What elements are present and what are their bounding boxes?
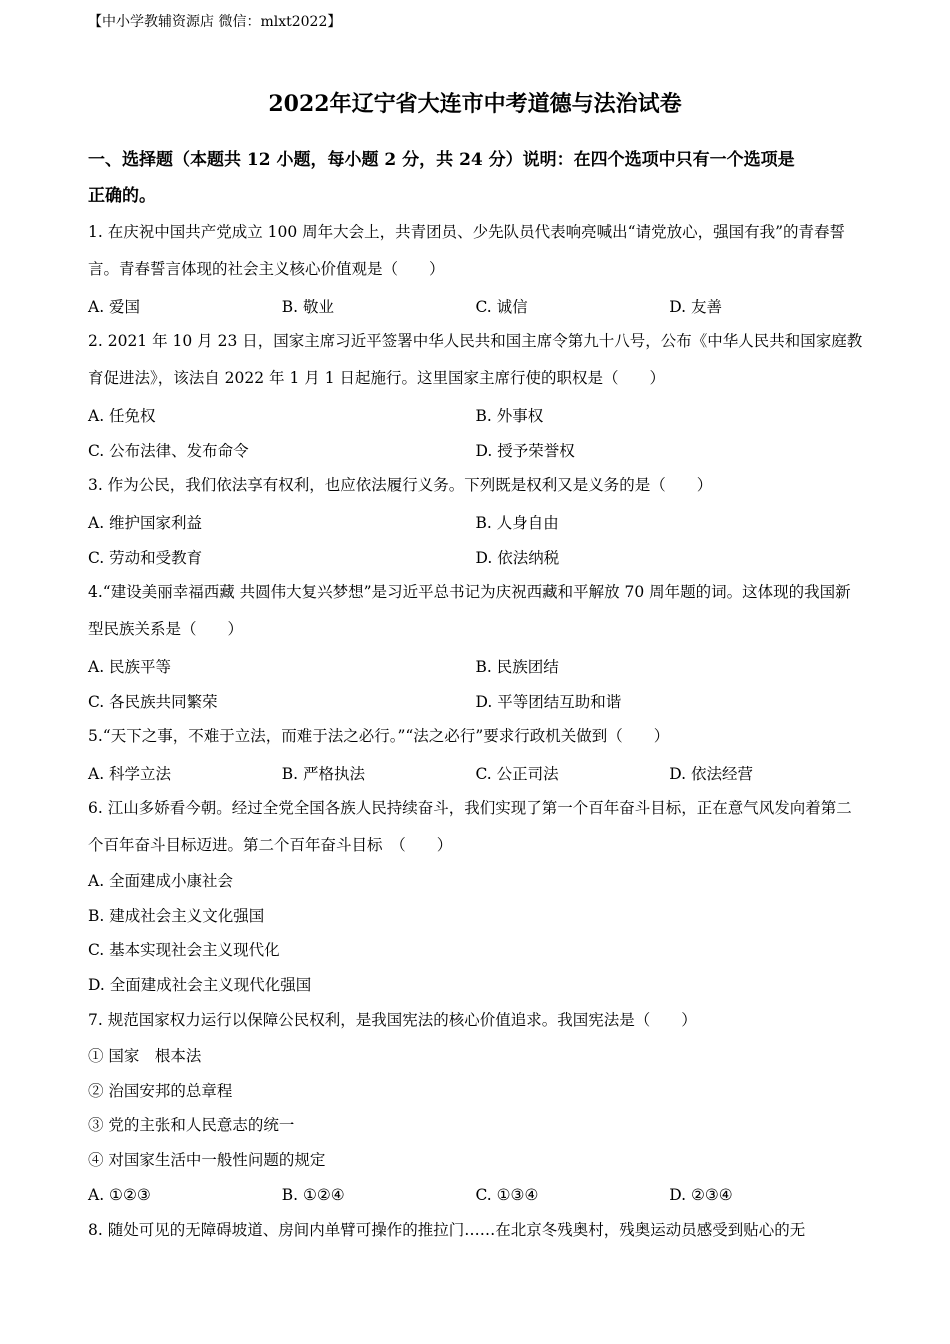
options-row <box>88 539 863 574</box>
option-c[interactable]: C. 诚信 <box>475 297 528 316</box>
question-4 <box>88 574 863 718</box>
options-row <box>88 648 863 683</box>
option-b[interactable]: B. 人身自由 <box>475 513 559 532</box>
question-2 <box>88 323 863 467</box>
question-6 <box>88 790 863 1002</box>
option-a[interactable]: A. 科学立法 <box>88 764 172 783</box>
option-a[interactable]: A. 爱国 <box>88 297 141 316</box>
question-stem: 1. 在庆祝中国共产党成立 100 周年大会上，共青团员、少先队员代表响亮喊出“请党放心，强国有我”的青春誓言。青春誓言体现的社会主义核心价值观是（ ） <box>88 223 846 278</box>
statement-item-2: ② 治国安邦的总章程 <box>88 1081 233 1100</box>
section-heading-line-2: 正确的。 <box>88 186 156 206</box>
statement-item-4: ④ 对国家生活中一般性问题的规定 <box>88 1150 326 1169</box>
option-b[interactable]: B. 外事权 <box>475 406 544 425</box>
option-d[interactable]: D. 授予荣誉权 <box>475 441 575 460</box>
question-3 <box>88 467 863 574</box>
question-stem: 4.“建设美丽幸福西藏 共圆伟大复兴梦想”是习近平总书记为庆祝西藏和平解放 70 周年题的词。这体现的我国新型民族关系是（ ） <box>88 583 851 638</box>
option-d[interactable]: D. 全面建成社会主义现代化强国 <box>88 975 312 994</box>
option-c[interactable]: C. 公正司法 <box>475 764 559 783</box>
question-stem: 6. 江山多娇看今朝。经过全党全国各族人民持续奋斗，我们实现了第一个百年奋斗目标，正在意气风发向着第二个百年奋斗目标迈进。第二个百年奋斗目标 （ ） <box>88 799 852 854</box>
question-stem: 7. 规范国家权力运行以保障公民权利，是我国宪法的核心价值追求。我国宪法是（ ） <box>88 1011 697 1029</box>
question-stem: 5.“天下之事，不难于立法，而难于法之必行。”“法之必行”要求行政机关做到（ ） <box>88 727 670 745</box>
header-note: 【中小学教辅资源店 微信：mlxt2022】 <box>88 14 342 30</box>
options-row <box>88 1177 863 1212</box>
options-row <box>88 755 863 790</box>
option-c[interactable]: C. 基本实现社会主义现代化 <box>88 941 280 959</box>
option-a[interactable]: A. 任免权 <box>88 406 156 425</box>
question-stem: 2. 2021 年 10 月 23 日，国家主席习近平签署中华人民共和国主席令第九十八号，公布《中华人民共和国家庭教育促进法》，该法自 2022 年 1 月 1 日起施行。这里国家主席行使的职权是（ ） <box>88 332 863 387</box>
options-row <box>88 504 863 539</box>
option-d[interactable]: D. 平等团结互助和谐 <box>475 692 622 711</box>
option-d[interactable]: D. 依法纳税 <box>475 548 560 567</box>
question-stem: 8. 随处可见的无障碍坡道、房间内单臂可操作的推拉门……在北京冬残奥村，残奥运动员感受到贴心的无 <box>88 1221 806 1239</box>
option-d[interactable]: D. 友善 <box>669 297 722 316</box>
option-c[interactable]: C. 劳动和受教育 <box>88 548 203 567</box>
option-a[interactable]: A. 民族平等 <box>88 657 172 676</box>
option-a[interactable]: A. 全面建成小康社会 <box>88 872 234 890</box>
section-heading-line-1: 一、选择题（本题共 12 小题，每小题 2 分，共 24 分）说明：在四个选项中只有一个选项是 <box>88 150 795 170</box>
question-5 <box>88 718 863 790</box>
statement-item-1: ① 国家 根本法 <box>88 1047 202 1065</box>
options-row <box>88 432 863 467</box>
options-row <box>88 683 863 718</box>
option-b[interactable]: B. ①②④ <box>281 1185 345 1204</box>
option-d[interactable]: D. 依法经营 <box>669 764 753 783</box>
question-1 <box>88 214 863 323</box>
option-d[interactable]: D. ②③④ <box>669 1185 733 1204</box>
question-7 <box>88 1002 863 1212</box>
options-row <box>88 397 863 432</box>
option-c[interactable]: C. 公布法律、发布命令 <box>88 441 249 460</box>
options-row <box>88 288 863 323</box>
option-a[interactable]: A. ①②③ <box>88 1185 151 1204</box>
option-b[interactable]: B. 民族团结 <box>475 657 559 676</box>
option-b[interactable]: B. 严格执法 <box>281 764 365 783</box>
option-c[interactable]: C. 各民族共同繁荣 <box>88 692 218 711</box>
page-title: 2022年辽宁省大连市中考道德与法治试卷 <box>268 91 682 117</box>
option-b[interactable]: B. 敬业 <box>281 297 334 316</box>
statement-item-3: ③ 党的主张和人民意志的统一 <box>88 1116 295 1134</box>
option-b[interactable]: B. 建成社会主义文化强国 <box>88 906 265 925</box>
option-c[interactable]: C. ①③④ <box>475 1185 539 1204</box>
option-a[interactable]: A. 维护国家利益 <box>88 513 203 532</box>
section-heading <box>88 142 863 214</box>
question-stem: 3. 作为公民，我们依法享有权利，也应依法履行义务。下列既是权利又是义务的是（ ） <box>88 476 713 494</box>
question-8 <box>88 1212 863 1249</box>
question-list <box>88 214 863 1249</box>
